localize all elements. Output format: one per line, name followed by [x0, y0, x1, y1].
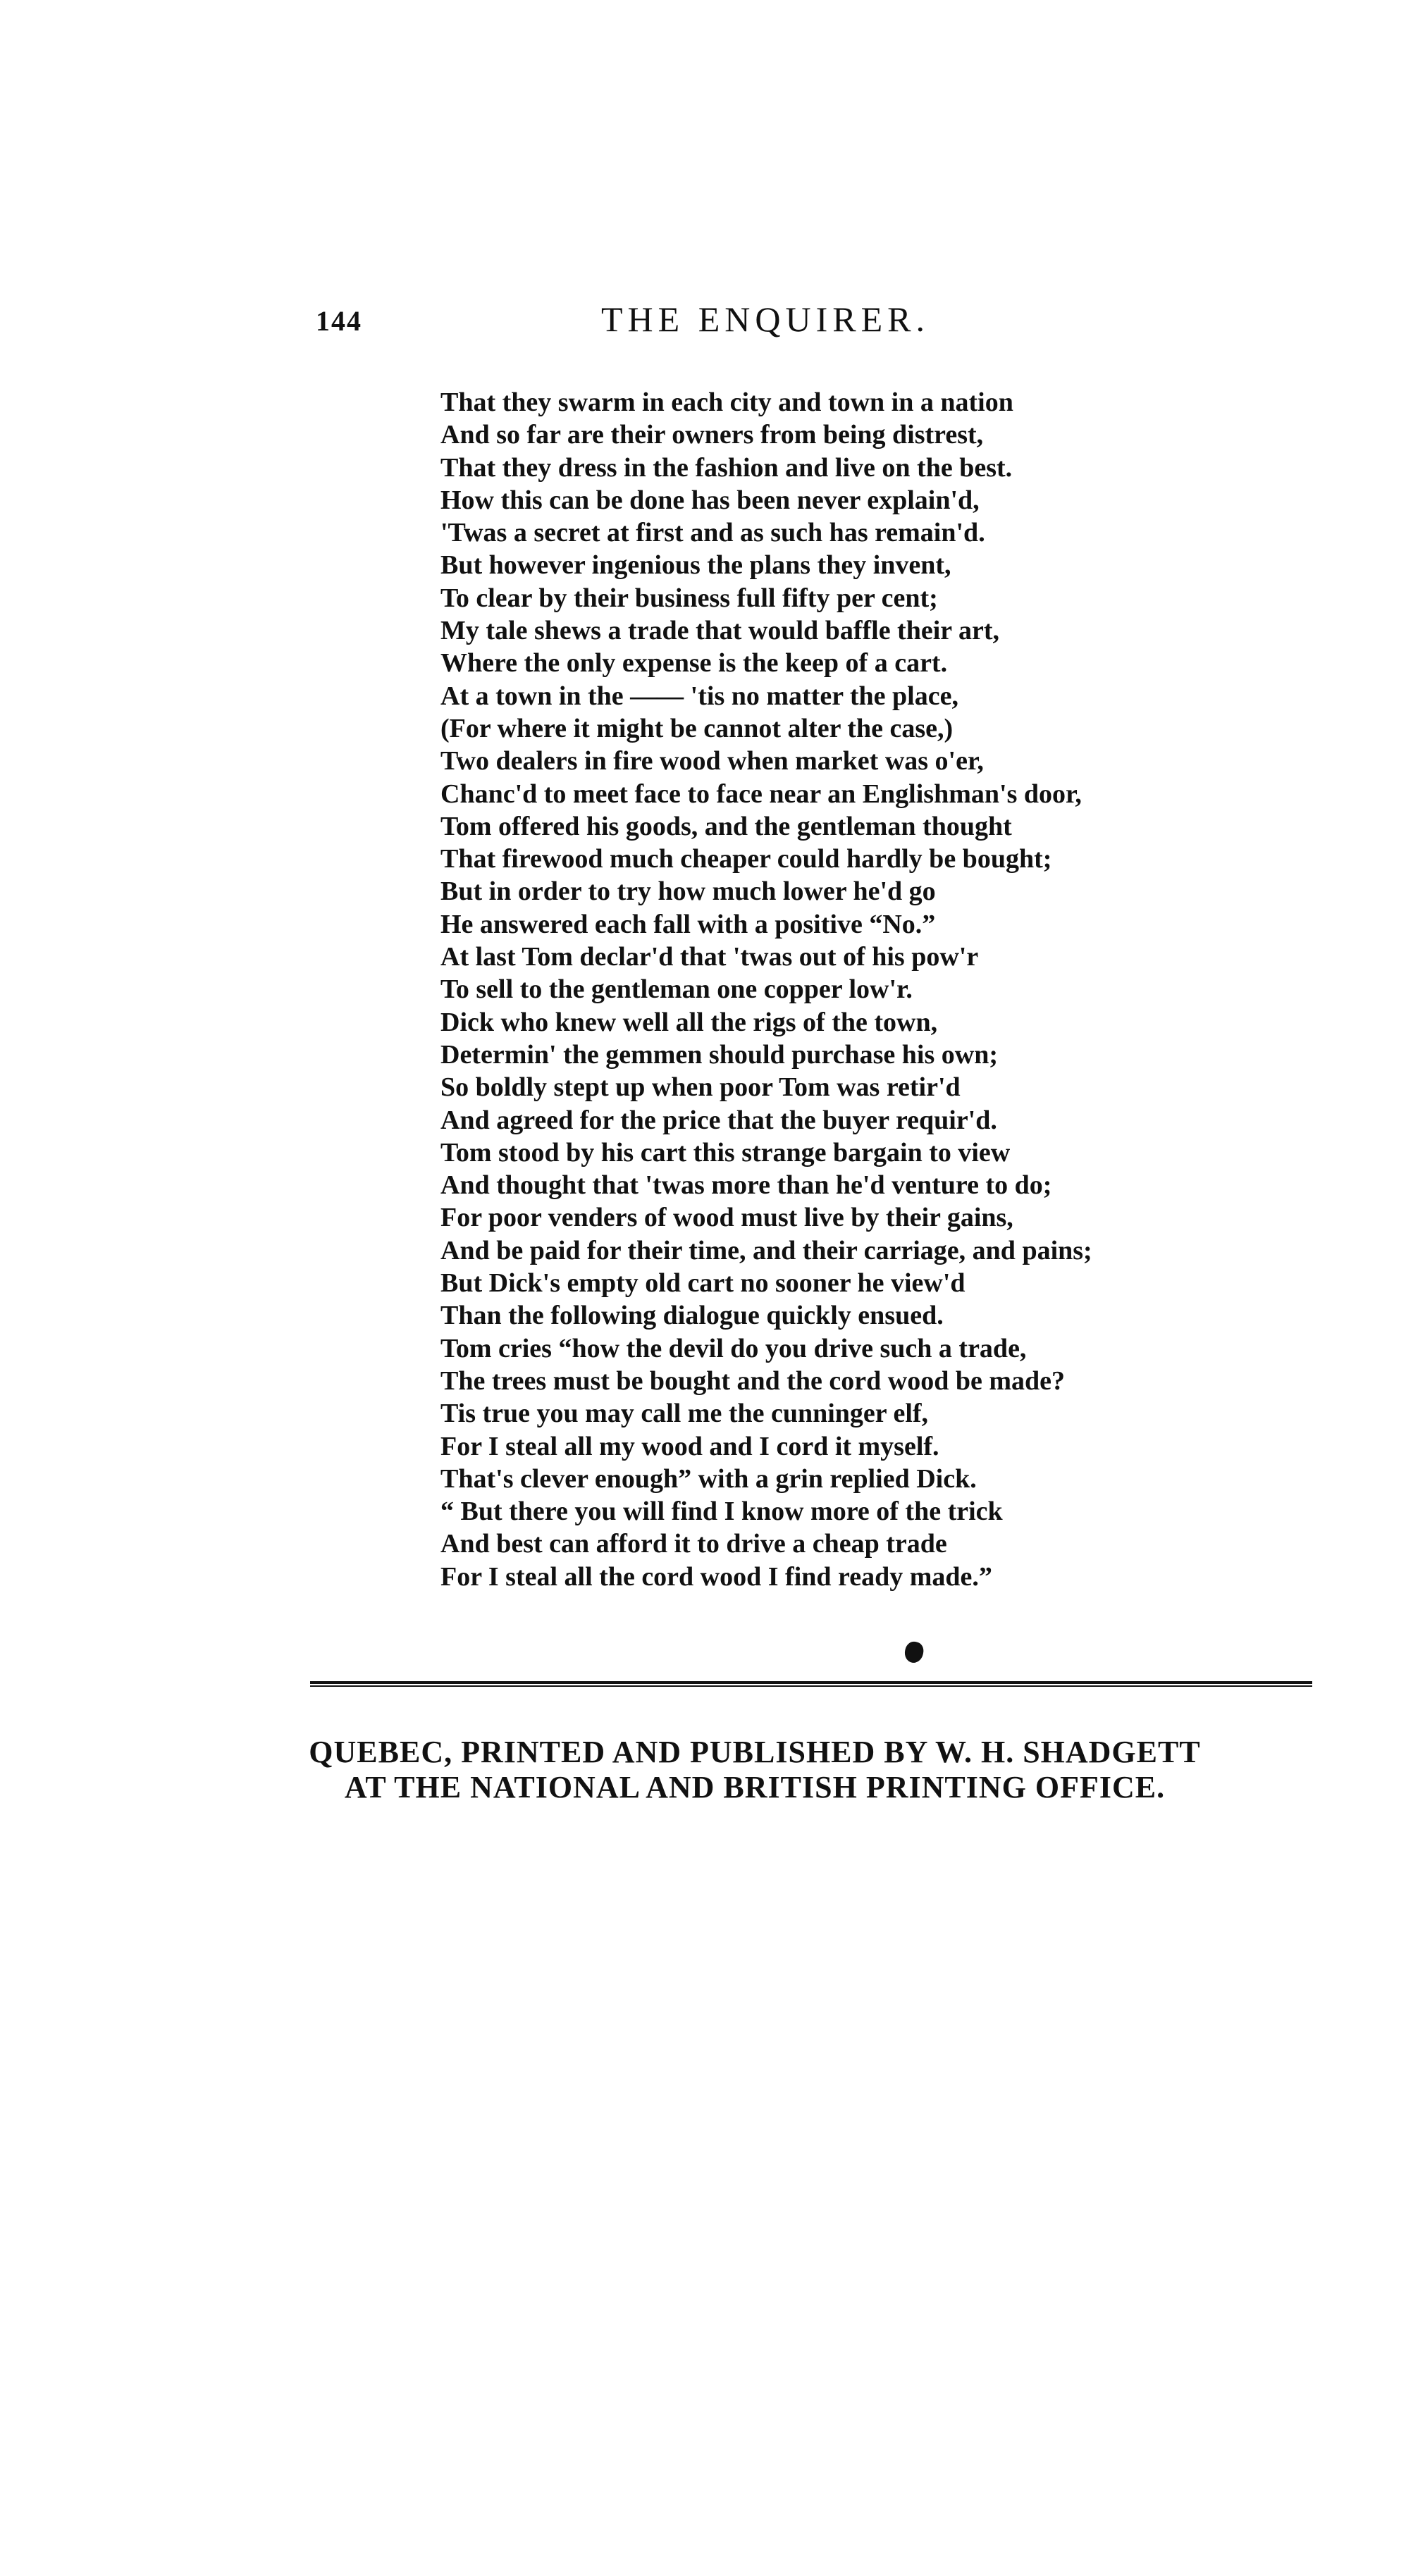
poem-line: Than the following dialogue quickly ensued.: [440, 1301, 944, 1331]
poem-line: So boldly stept up when poor Tom was retir'd: [440, 1072, 961, 1103]
poem-line: For poor venders of wood must live by their gains,: [440, 1203, 1013, 1233]
poem-line: And so far are their owners from being distrest,: [440, 420, 984, 450]
poem-line: At last Tom declar'd that 'twas out of his pow'r: [440, 942, 979, 972]
poem-line: To clear by their business full fifty per cent;: [440, 583, 938, 613]
poem-line: Tom offered his goods, and the gentleman thought: [440, 811, 1012, 841]
poem: [440, 386, 1244, 1593]
poem-line: 'Twas a secret at first and as such has remain'd.: [440, 518, 985, 548]
poem-line: Determin' the gemmen should purchase his own;: [440, 1039, 998, 1070]
poem-line: At a town in the —— 'tis no matter the place,: [440, 681, 958, 711]
poem-line: How this can be done has been never explain'd,: [440, 485, 980, 515]
running-title: THE ENQUIRER.: [601, 299, 930, 339]
printer-ornament-icon: [903, 1640, 925, 1665]
poem-line: Tom cries “how the devil do you drive such a trade,: [440, 1333, 1027, 1363]
poem-line: Tom stood by his cart this strange bargain to view: [440, 1137, 1011, 1168]
poem-line: Tis true you may call me the cunninger elf,: [440, 1399, 929, 1429]
page-number: 144: [316, 305, 362, 337]
poem-line: Chanc'd to meet face to face near an Englishman's door,: [440, 779, 1082, 809]
poem-line: Where the only expense is the keep of a cart.: [440, 648, 948, 679]
horizontal-rule: [310, 1681, 1312, 1687]
poem-line: (For where it might be cannot alter the case,): [440, 713, 954, 743]
poem-line: And agreed for the price that the buyer requir'd.: [440, 1105, 997, 1135]
imprint-line: AT THE NATIONAL AND BRITISH PRINTING OFFICE.: [344, 1770, 1166, 1804]
poem-line: For I steal all the cord wood I find ready made.”: [440, 1561, 992, 1592]
poem-line: And best can afford it to drive a cheap trade: [440, 1529, 947, 1559]
poem-line: That's clever enough” with a grin replied Dick.: [440, 1463, 977, 1494]
poem-line: That they swarm in each city and town in a nation: [440, 388, 1013, 417]
poem-line: But Dick's empty old cart no sooner he view'd: [440, 1268, 966, 1299]
poem-line: Dick who knew well all the rigs of the town,: [440, 1007, 938, 1037]
imprint: [0, 1735, 1425, 1805]
poem-line: But in order to try how much lower he'd go: [440, 877, 936, 907]
poem-line: Two dealers in fire wood when market was o'er,: [440, 746, 984, 776]
poem-line: And thought that 'twas more than he'd venture to do;: [440, 1170, 1052, 1201]
poem-line: To sell to the gentleman one copper low'r.: [440, 974, 913, 1005]
poem-line: But however ingenious the plans they invent,: [440, 550, 951, 581]
poem-line: That firewood much cheaper could hardly be bought;: [440, 844, 1052, 874]
poem-line: And be paid for their time, and their carriage, and pains;: [440, 1235, 1092, 1265]
poem-line: That they dress in the fashion and live on the best.: [440, 452, 1013, 483]
imprint-line: QUEBEC, PRINTED AND PUBLISHED BY W. H. SHADGETT: [309, 1735, 1201, 1769]
poem-line: The trees must be bought and the cord wood be made?: [440, 1366, 1066, 1396]
poem-line: For I steal all my wood and I cord it myself.: [440, 1431, 939, 1461]
poem-line: My tale shews a trade that would baffle their art,: [440, 616, 999, 646]
poem-line: He answered each fall with a positive “No.”: [440, 909, 936, 939]
poem-line: “ But there you will find I know more of the trick: [440, 1497, 1003, 1527]
